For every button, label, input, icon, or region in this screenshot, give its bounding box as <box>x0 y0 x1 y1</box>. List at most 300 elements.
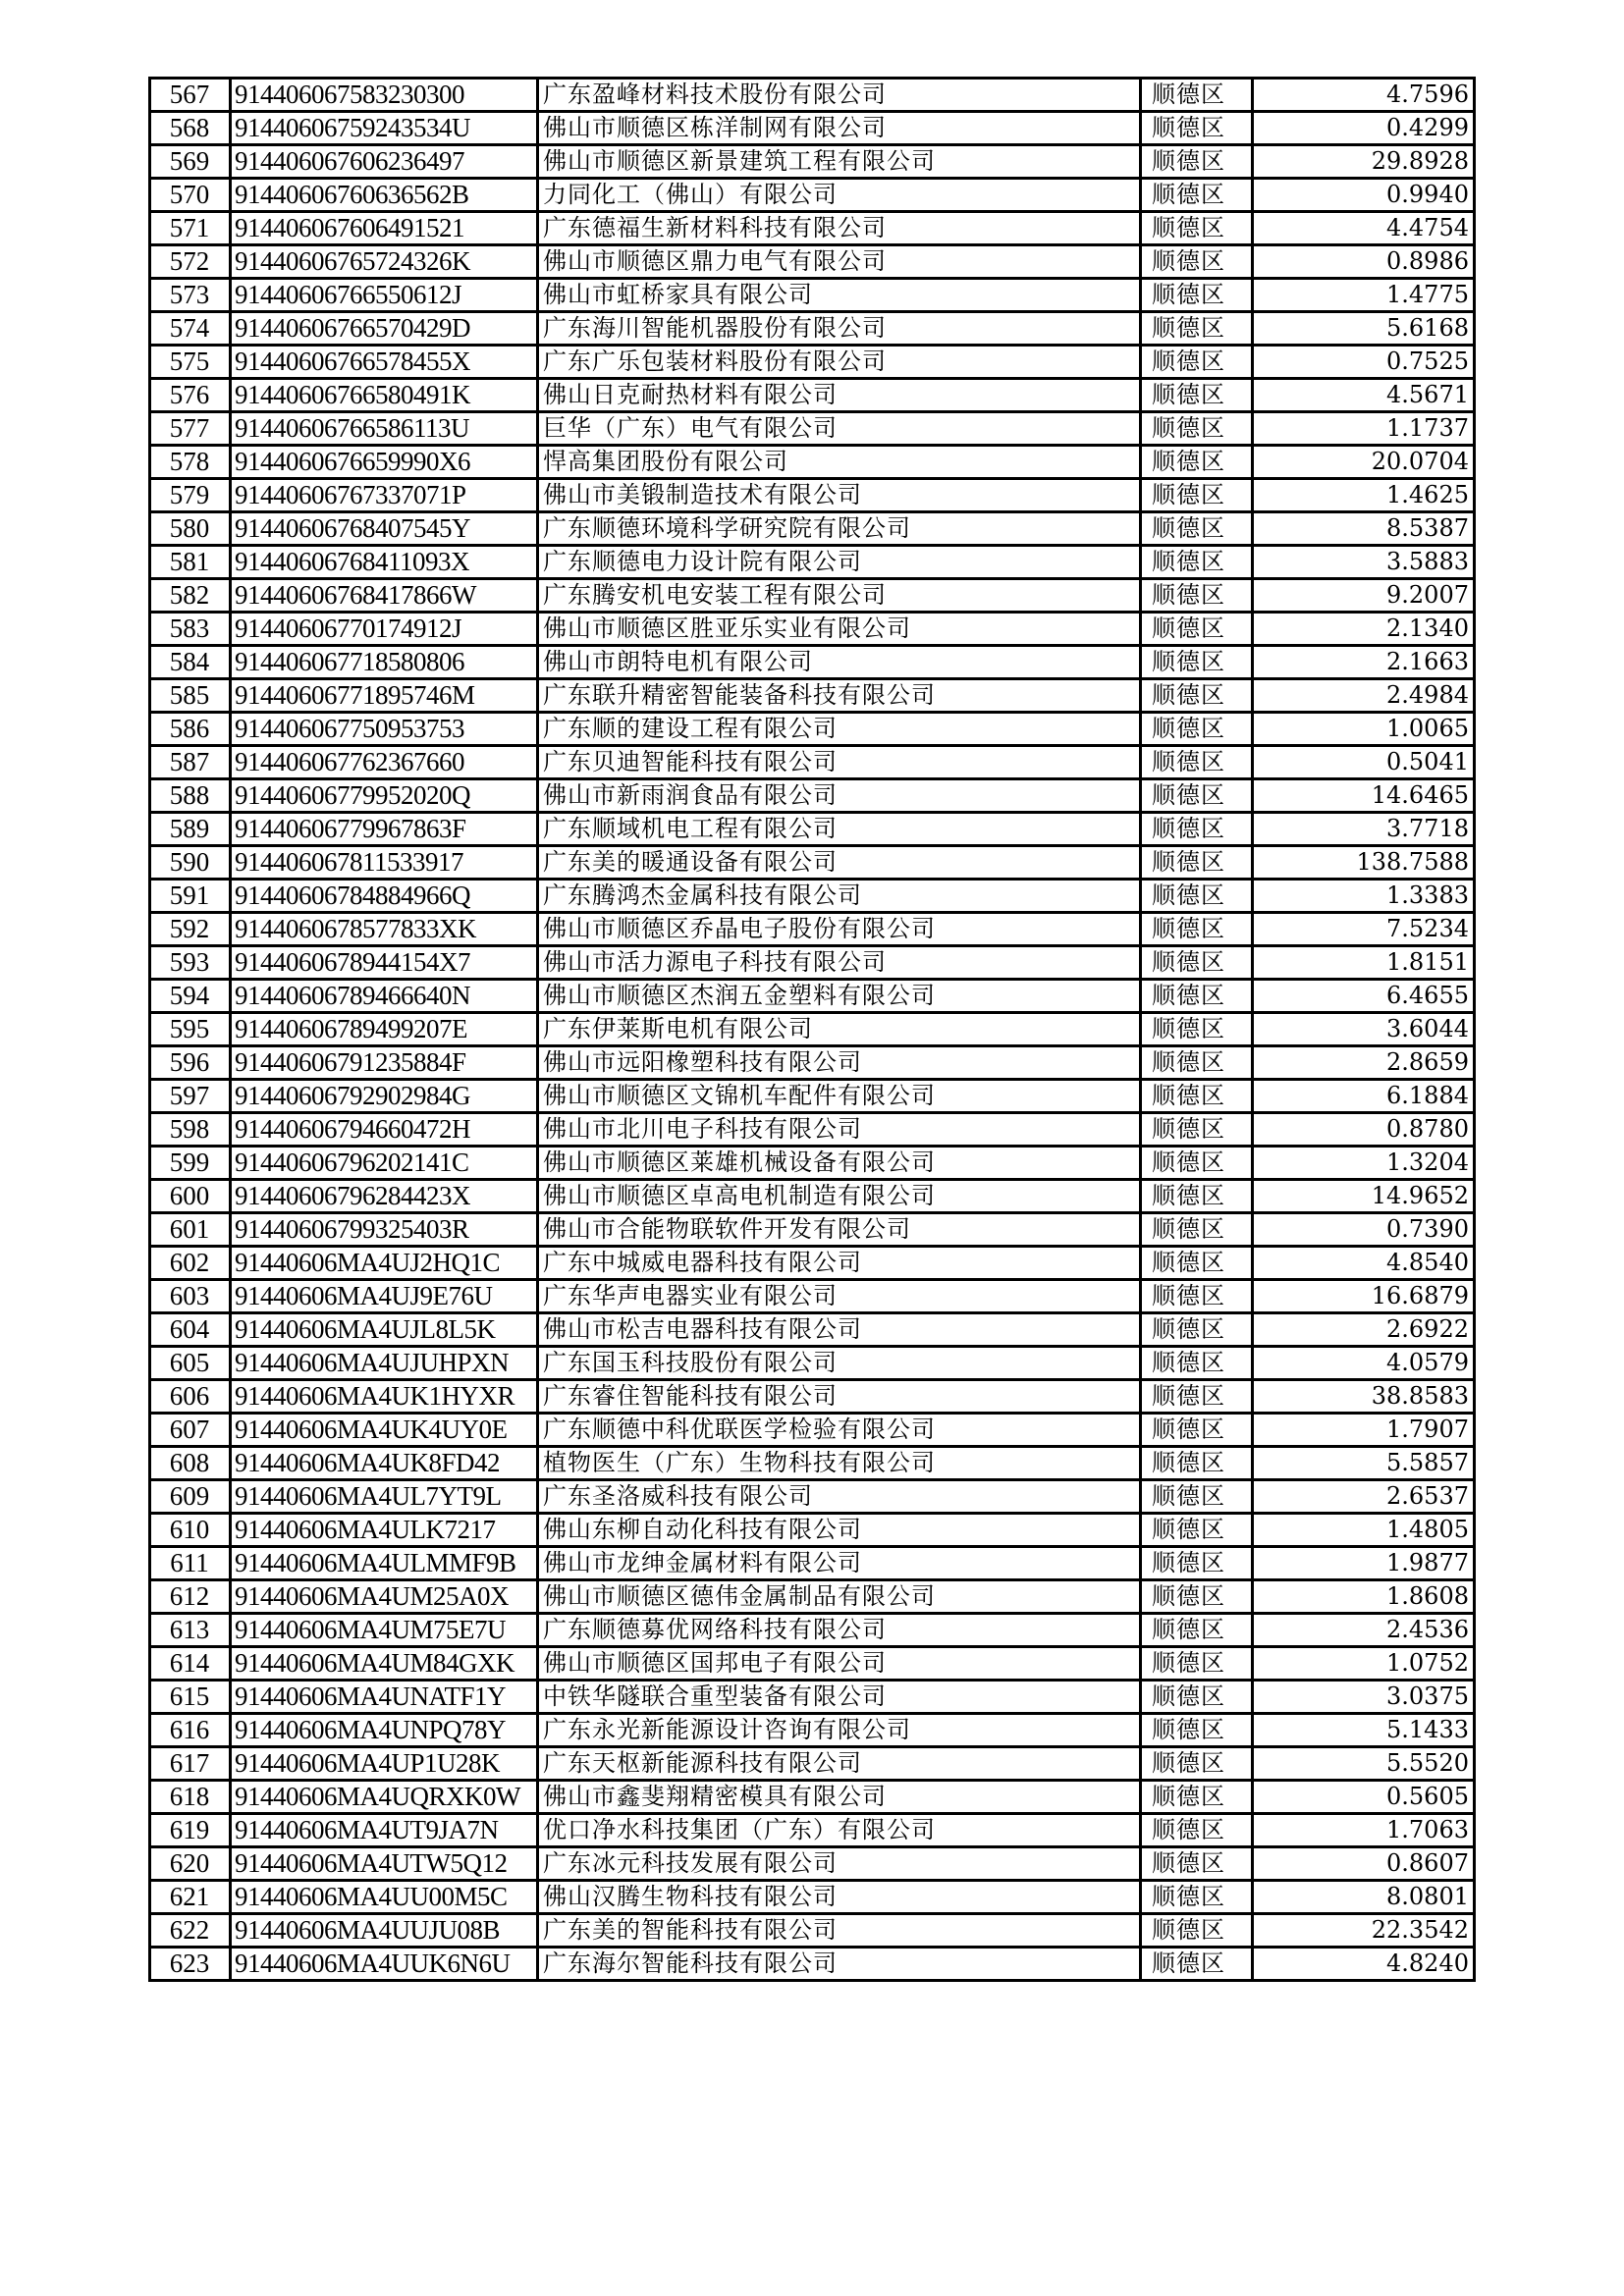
company-name-cell: 广东天枢新能源科技有限公司 <box>538 1747 1141 1781</box>
district-cell: 顺德区 <box>1141 846 1253 880</box>
credit-code-cell: 91440606MA4UK1HYXR <box>231 1380 538 1414</box>
amount-value-cell: 1.8151 <box>1253 946 1475 980</box>
row-number-cell: 618 <box>150 1781 231 1814</box>
credit-code-cell: 91440606796202141C <box>231 1147 538 1180</box>
amount-value-cell: 3.6044 <box>1253 1013 1475 1046</box>
row-number-cell: 614 <box>150 1647 231 1681</box>
table-row <box>150 713 1475 746</box>
credit-code-cell: 91440606MA4UK4UY0E <box>231 1414 538 1447</box>
district-cell: 顺德区 <box>1141 1180 1253 1213</box>
amount-value-cell: 0.5605 <box>1253 1781 1475 1814</box>
company-name-cell: 佛山市顺德区文锦机车配件有限公司 <box>538 1080 1141 1113</box>
credit-code-cell: 91440606779967863F <box>231 813 538 846</box>
amount-value-cell: 4.0579 <box>1253 1347 1475 1380</box>
company-name-cell: 广东圣洛威科技有限公司 <box>538 1480 1141 1514</box>
district-cell: 顺德区 <box>1141 579 1253 613</box>
row-number-cell: 604 <box>150 1313 231 1347</box>
district-cell: 顺德区 <box>1141 713 1253 746</box>
row-number-cell: 587 <box>150 746 231 779</box>
table-row <box>150 1347 1475 1380</box>
company-name-cell: 佛山市顺德区国邦电子有限公司 <box>538 1647 1141 1681</box>
company-name-cell: 广东顺德电力设计院有限公司 <box>538 546 1141 579</box>
table-row <box>150 1113 1475 1147</box>
amount-value-cell: 0.8780 <box>1253 1113 1475 1147</box>
row-number-cell: 619 <box>150 1814 231 1847</box>
table-row <box>150 1847 1475 1881</box>
row-number-cell: 586 <box>150 713 231 746</box>
amount-value-cell: 4.8540 <box>1253 1247 1475 1280</box>
amount-value-cell: 8.0801 <box>1253 1881 1475 1914</box>
table-row <box>150 1714 1475 1747</box>
table-row <box>150 1180 1475 1213</box>
credit-code-cell: 914406067606491521 <box>231 212 538 245</box>
company-name-cell: 佛山市顺德区杰润五金塑料有限公司 <box>538 980 1141 1013</box>
table-row <box>150 1380 1475 1414</box>
credit-code-cell: 91440606766580491K <box>231 379 538 412</box>
row-number-cell: 582 <box>150 579 231 613</box>
district-cell: 顺德区 <box>1141 1447 1253 1480</box>
company-name-cell: 佛山市顺德区德伟金属制品有限公司 <box>538 1580 1141 1614</box>
credit-code-cell: 91440606766578455X <box>231 346 538 379</box>
credit-code-cell: 91440606768407545Y <box>231 512 538 546</box>
row-number-cell: 621 <box>150 1881 231 1914</box>
row-number-cell: 580 <box>150 512 231 546</box>
amount-value-cell: 1.0752 <box>1253 1647 1475 1681</box>
table-row <box>150 1447 1475 1480</box>
amount-value-cell: 3.0375 <box>1253 1681 1475 1714</box>
district-cell: 顺德区 <box>1141 346 1253 379</box>
district-cell: 顺德区 <box>1141 1681 1253 1714</box>
amount-value-cell: 14.6465 <box>1253 779 1475 813</box>
district-cell: 顺德区 <box>1141 1614 1253 1647</box>
company-name-cell: 植物医生（广东）生物科技有限公司 <box>538 1447 1141 1480</box>
amount-value-cell: 9.2007 <box>1253 579 1475 613</box>
amount-value-cell: 0.8607 <box>1253 1847 1475 1881</box>
credit-code-cell: 9144060678944154X7 <box>231 946 538 980</box>
table-row <box>150 145 1475 179</box>
credit-code-cell: 91440606784884966Q <box>231 880 538 913</box>
row-number-cell: 581 <box>150 546 231 579</box>
district-cell: 顺德区 <box>1141 112 1253 145</box>
company-name-cell: 佛山市顺德区栋洋制网有限公司 <box>538 112 1141 145</box>
amount-value-cell: 4.4754 <box>1253 212 1475 245</box>
amount-value-cell: 0.8986 <box>1253 245 1475 279</box>
company-name-cell: 佛山市松吉电器科技有限公司 <box>538 1313 1141 1347</box>
table-row <box>150 1781 1475 1814</box>
company-name-cell: 广东腾鸿杰金属科技有限公司 <box>538 880 1141 913</box>
amount-value-cell: 1.7907 <box>1253 1414 1475 1447</box>
company-name-cell: 中铁华隧联合重型装备有限公司 <box>538 1681 1141 1714</box>
credit-code-cell: 91440606MA4UNPQ78Y <box>231 1714 538 1747</box>
credit-code-cell: 91440606789466640N <box>231 980 538 1013</box>
amount-value-cell: 1.3383 <box>1253 880 1475 913</box>
amount-value-cell: 1.3204 <box>1253 1147 1475 1180</box>
company-name-cell: 优口净水科技集团（广东）有限公司 <box>538 1814 1141 1847</box>
credit-code-cell: 91440606794660472H <box>231 1113 538 1147</box>
row-number-cell: 574 <box>150 312 231 346</box>
row-number-cell: 572 <box>150 245 231 279</box>
credit-code-cell: 91440606MA4ULMMF9B <box>231 1547 538 1580</box>
credit-code-cell: 91440606MA4ULK7217 <box>231 1514 538 1547</box>
amount-value-cell: 1.1737 <box>1253 412 1475 446</box>
row-number-cell: 588 <box>150 779 231 813</box>
table-row <box>150 980 1475 1013</box>
credit-code-cell: 91440606768411093X <box>231 546 538 579</box>
row-number-cell: 601 <box>150 1213 231 1247</box>
credit-code-cell: 91440606MA4UM84GXK <box>231 1647 538 1681</box>
table-row <box>150 880 1475 913</box>
amount-value-cell: 5.1433 <box>1253 1714 1475 1747</box>
amount-value-cell: 2.6537 <box>1253 1480 1475 1514</box>
amount-value-cell: 22.3542 <box>1253 1914 1475 1948</box>
row-number-cell: 571 <box>150 212 231 245</box>
district-cell: 顺德区 <box>1141 1714 1253 1747</box>
credit-code-cell: 91440606791235884F <box>231 1046 538 1080</box>
credit-code-cell: 914406067718580806 <box>231 646 538 679</box>
table-row <box>150 1580 1475 1614</box>
row-number-cell: 577 <box>150 412 231 446</box>
district-cell: 顺德区 <box>1141 1380 1253 1414</box>
company-name-cell: 佛山市合能物联软件开发有限公司 <box>538 1213 1141 1247</box>
credit-code-cell: 91440606MA4UP1U28K <box>231 1747 538 1781</box>
credit-code-cell: 91440606MA4UQRXK0W <box>231 1781 538 1814</box>
row-number-cell: 613 <box>150 1614 231 1647</box>
district-cell: 顺德区 <box>1141 1580 1253 1614</box>
table-row <box>150 646 1475 679</box>
district-cell: 顺德区 <box>1141 946 1253 980</box>
district-cell: 顺德区 <box>1141 279 1253 312</box>
amount-value-cell: 14.9652 <box>1253 1180 1475 1213</box>
district-cell: 顺德区 <box>1141 379 1253 412</box>
credit-code-cell: 91440606766586113U <box>231 412 538 446</box>
table-row <box>150 613 1475 646</box>
amount-value-cell: 2.6922 <box>1253 1313 1475 1347</box>
table-row <box>150 1814 1475 1847</box>
company-name-cell: 广东华声电器实业有限公司 <box>538 1280 1141 1313</box>
district-cell: 顺德区 <box>1141 1480 1253 1514</box>
amount-value-cell: 5.5857 <box>1253 1447 1475 1480</box>
table-row <box>150 1614 1475 1647</box>
district-cell: 顺德区 <box>1141 179 1253 212</box>
company-name-cell: 广东美的暖通设备有限公司 <box>538 846 1141 880</box>
district-cell: 顺德区 <box>1141 1313 1253 1347</box>
table-row <box>150 1280 1475 1313</box>
row-number-cell: 600 <box>150 1180 231 1213</box>
row-number-cell: 583 <box>150 613 231 646</box>
table-row <box>150 779 1475 813</box>
credit-code-cell: 9144060678577833XK <box>231 913 538 946</box>
district-cell: 顺德区 <box>1141 1881 1253 1914</box>
row-number-cell: 609 <box>150 1480 231 1514</box>
company-name-cell: 佛山市远阳橡塑科技有限公司 <box>538 1046 1141 1080</box>
company-name-cell: 广东盈峰材料技术股份有限公司 <box>538 79 1141 112</box>
company-name-cell: 广东德福生新材料科技有限公司 <box>538 212 1141 245</box>
company-name-cell: 广东广乐包装材料股份有限公司 <box>538 346 1141 379</box>
company-name-cell: 佛山东柳自动化科技有限公司 <box>538 1514 1141 1547</box>
table-row <box>150 179 1475 212</box>
credit-code-cell: 91440606MA4UJ9E76U <box>231 1280 538 1313</box>
district-cell: 顺德区 <box>1141 1847 1253 1881</box>
table-row <box>150 1948 1475 1981</box>
district-cell: 顺德区 <box>1141 1147 1253 1180</box>
row-number-cell: 589 <box>150 813 231 846</box>
company-name-cell: 广东顺德中科优联医学检验有限公司 <box>538 1414 1141 1447</box>
row-number-cell: 610 <box>150 1514 231 1547</box>
company-name-cell: 广东冰元科技发展有限公司 <box>538 1847 1141 1881</box>
row-number-cell: 617 <box>150 1747 231 1781</box>
data-table <box>148 77 1476 1982</box>
company-name-cell: 广东睿住智能科技有限公司 <box>538 1380 1141 1414</box>
district-cell: 顺德区 <box>1141 679 1253 713</box>
row-number-cell: 616 <box>150 1714 231 1747</box>
district-cell: 顺德区 <box>1141 913 1253 946</box>
company-name-cell: 佛山市虹桥家具有限公司 <box>538 279 1141 312</box>
table-row <box>150 1013 1475 1046</box>
company-name-cell: 广东顺德募优网络科技有限公司 <box>538 1614 1141 1647</box>
district-cell: 顺德区 <box>1141 312 1253 346</box>
credit-code-cell: 914406067811533917 <box>231 846 538 880</box>
table-row <box>150 1547 1475 1580</box>
table-row <box>150 212 1475 245</box>
credit-code-cell: 91440606MA4UT9JA7N <box>231 1814 538 1847</box>
company-name-cell: 广东腾安机电安装工程有限公司 <box>538 579 1141 613</box>
amount-value-cell: 1.8608 <box>1253 1580 1475 1614</box>
company-name-cell: 佛山市龙绅金属材料有限公司 <box>538 1547 1141 1580</box>
row-number-cell: 611 <box>150 1547 231 1580</box>
amount-value-cell: 4.8240 <box>1253 1948 1475 1981</box>
district-cell: 顺德区 <box>1141 1213 1253 1247</box>
row-number-cell: 579 <box>150 479 231 512</box>
table-row <box>150 746 1475 779</box>
district-cell: 顺德区 <box>1141 79 1253 112</box>
company-name-cell: 力同化工（佛山）有限公司 <box>538 179 1141 212</box>
credit-code-cell: 91440606MA4UUJU08B <box>231 1914 538 1948</box>
district-cell: 顺德区 <box>1141 546 1253 579</box>
row-number-cell: 569 <box>150 145 231 179</box>
district-cell: 顺德区 <box>1141 1347 1253 1380</box>
table-row <box>150 279 1475 312</box>
row-number-cell: 608 <box>150 1447 231 1480</box>
credit-code-cell: 91440606766570429D <box>231 312 538 346</box>
district-cell: 顺德区 <box>1141 1013 1253 1046</box>
row-number-cell: 584 <box>150 646 231 679</box>
row-number-cell: 603 <box>150 1280 231 1313</box>
credit-code-cell: 91440606796284423X <box>231 1180 538 1213</box>
row-number-cell: 570 <box>150 179 231 212</box>
table-row <box>150 1147 1475 1180</box>
row-number-cell: 576 <box>150 379 231 412</box>
table-row <box>150 1247 1475 1280</box>
company-name-cell: 广东永光新能源设计咨询有限公司 <box>538 1714 1141 1747</box>
credit-code-cell: 91440606759243534U <box>231 112 538 145</box>
amount-value-cell: 5.6168 <box>1253 312 1475 346</box>
company-name-cell: 广东伊莱斯电机有限公司 <box>538 1013 1141 1046</box>
amount-value-cell: 138.7588 <box>1253 846 1475 880</box>
company-name-cell: 广东中城威电器科技有限公司 <box>538 1247 1141 1280</box>
credit-code-cell: 91440606MA4UM25A0X <box>231 1580 538 1614</box>
company-name-cell: 悍高集团股份有限公司 <box>538 446 1141 479</box>
credit-code-cell: 91440606MA4UM75E7U <box>231 1614 538 1647</box>
row-number-cell: 567 <box>150 79 231 112</box>
credit-code-cell: 9144060676659990X6 <box>231 446 538 479</box>
district-cell: 顺德区 <box>1141 646 1253 679</box>
credit-code-cell: 91440606765724326K <box>231 245 538 279</box>
district-cell: 顺德区 <box>1141 1781 1253 1814</box>
district-cell: 顺德区 <box>1141 1948 1253 1981</box>
district-cell: 顺德区 <box>1141 613 1253 646</box>
district-cell: 顺德区 <box>1141 1747 1253 1781</box>
company-name-cell: 佛山市顺德区卓高电机制造有限公司 <box>538 1180 1141 1213</box>
credit-code-cell: 91440606760636562B <box>231 179 538 212</box>
table-row <box>150 379 1475 412</box>
row-number-cell: 594 <box>150 980 231 1013</box>
company-name-cell: 广东海尔智能科技有限公司 <box>538 1948 1141 1981</box>
company-name-cell: 广东贝迪智能科技有限公司 <box>538 746 1141 779</box>
table-row <box>150 112 1475 145</box>
table-row <box>150 79 1475 112</box>
amount-value-cell: 20.0704 <box>1253 446 1475 479</box>
amount-value-cell: 8.5387 <box>1253 512 1475 546</box>
credit-code-cell: 91440606MA4UL7YT9L <box>231 1480 538 1514</box>
table-row <box>150 1046 1475 1080</box>
district-cell: 顺德区 <box>1141 212 1253 245</box>
credit-code-cell: 91440606779952020Q <box>231 779 538 813</box>
district-cell: 顺德区 <box>1141 1647 1253 1681</box>
table-row <box>150 1681 1475 1714</box>
district-cell: 顺德区 <box>1141 412 1253 446</box>
credit-code-cell: 914406067750953753 <box>231 713 538 746</box>
credit-code-cell: 91440606MA4UTW5Q12 <box>231 1847 538 1881</box>
amount-value-cell: 1.0065 <box>1253 713 1475 746</box>
company-name-cell: 广东美的智能科技有限公司 <box>538 1914 1141 1948</box>
row-number-cell: 578 <box>150 446 231 479</box>
amount-value-cell: 1.4805 <box>1253 1514 1475 1547</box>
credit-code-cell: 91440606799325403R <box>231 1213 538 1247</box>
credit-code-cell: 91440606MA4UK8FD42 <box>231 1447 538 1480</box>
amount-value-cell: 0.4299 <box>1253 112 1475 145</box>
amount-value-cell: 1.7063 <box>1253 1814 1475 1847</box>
credit-code-cell: 914406067762367660 <box>231 746 538 779</box>
table-row <box>150 1514 1475 1547</box>
table-row <box>150 1213 1475 1247</box>
district-cell: 顺德区 <box>1141 1080 1253 1113</box>
table-row <box>150 412 1475 446</box>
row-number-cell: 606 <box>150 1380 231 1414</box>
company-name-cell: 佛山市北川电子科技有限公司 <box>538 1113 1141 1147</box>
company-name-cell: 佛山市顺德区鼎力电气有限公司 <box>538 245 1141 279</box>
district-cell: 顺德区 <box>1141 1914 1253 1948</box>
row-number-cell: 596 <box>150 1046 231 1080</box>
company-name-cell: 佛山市鑫斐翔精密模具有限公司 <box>538 1781 1141 1814</box>
district-cell: 顺德区 <box>1141 245 1253 279</box>
district-cell: 顺德区 <box>1141 880 1253 913</box>
company-name-cell: 巨华（广东）电气有限公司 <box>538 412 1141 446</box>
amount-value-cell: 16.6879 <box>1253 1280 1475 1313</box>
district-cell: 顺德区 <box>1141 813 1253 846</box>
credit-code-cell: 91440606MA4UU00M5C <box>231 1881 538 1914</box>
credit-code-cell: 91440606771895746M <box>231 679 538 713</box>
amount-value-cell: 3.5883 <box>1253 546 1475 579</box>
amount-value-cell: 0.5041 <box>1253 746 1475 779</box>
row-number-cell: 592 <box>150 913 231 946</box>
table-body <box>150 79 1475 1981</box>
row-number-cell: 607 <box>150 1414 231 1447</box>
row-number-cell: 620 <box>150 1847 231 1881</box>
district-cell: 顺德区 <box>1141 145 1253 179</box>
district-cell: 顺德区 <box>1141 479 1253 512</box>
district-cell: 顺德区 <box>1141 1046 1253 1080</box>
table-row <box>150 1480 1475 1514</box>
amount-value-cell: 4.7596 <box>1253 79 1475 112</box>
table-row <box>150 913 1475 946</box>
company-name-cell: 佛山市顺德区乔晶电子股份有限公司 <box>538 913 1141 946</box>
amount-value-cell: 0.9940 <box>1253 179 1475 212</box>
row-number-cell: 598 <box>150 1113 231 1147</box>
company-name-cell: 广东顺的建设工程有限公司 <box>538 713 1141 746</box>
company-name-cell: 佛山市朗特电机有限公司 <box>538 646 1141 679</box>
amount-value-cell: 1.4625 <box>1253 479 1475 512</box>
district-cell: 顺德区 <box>1141 1514 1253 1547</box>
table-row <box>150 946 1475 980</box>
table-row <box>150 813 1475 846</box>
company-name-cell: 佛山市顺德区莱雄机械设备有限公司 <box>538 1147 1141 1180</box>
amount-value-cell: 2.4536 <box>1253 1614 1475 1647</box>
table-row <box>150 446 1475 479</box>
district-cell: 顺德区 <box>1141 1247 1253 1280</box>
district-cell: 顺德区 <box>1141 746 1253 779</box>
row-number-cell: 590 <box>150 846 231 880</box>
district-cell: 顺德区 <box>1141 779 1253 813</box>
table-row <box>150 1080 1475 1113</box>
company-name-cell: 广东顺域机电工程有限公司 <box>538 813 1141 846</box>
row-number-cell: 595 <box>150 1013 231 1046</box>
table-row <box>150 546 1475 579</box>
company-name-cell: 佛山市活力源电子科技有限公司 <box>538 946 1141 980</box>
district-cell: 顺德区 <box>1141 1814 1253 1847</box>
table-row <box>150 579 1475 613</box>
table-row <box>150 346 1475 379</box>
table-row <box>150 1914 1475 1948</box>
amount-value-cell: 2.1340 <box>1253 613 1475 646</box>
company-name-cell: 佛山市美锻制造技术有限公司 <box>538 479 1141 512</box>
company-name-cell: 佛山汉腾生物科技有限公司 <box>538 1881 1141 1914</box>
credit-code-cell: 914406067606236497 <box>231 145 538 179</box>
credit-code-cell: 91440606792902984G <box>231 1080 538 1113</box>
amount-value-cell: 5.5520 <box>1253 1747 1475 1781</box>
company-name-cell: 佛山日克耐热材料有限公司 <box>538 379 1141 412</box>
table-row <box>150 1313 1475 1347</box>
amount-value-cell: 1.4775 <box>1253 279 1475 312</box>
amount-value-cell: 1.9877 <box>1253 1547 1475 1580</box>
company-name-cell: 广东国玉科技股份有限公司 <box>538 1347 1141 1380</box>
amount-value-cell: 6.4655 <box>1253 980 1475 1013</box>
company-name-cell: 佛山市顺德区胜亚乐实业有限公司 <box>538 613 1141 646</box>
credit-code-cell: 91440606MA4UJL8L5K <box>231 1313 538 1347</box>
district-cell: 顺德区 <box>1141 1547 1253 1580</box>
credit-code-cell: 91440606MA4UUK6N6U <box>231 1948 538 1981</box>
amount-value-cell: 2.1663 <box>1253 646 1475 679</box>
amount-value-cell: 7.5234 <box>1253 913 1475 946</box>
row-number-cell: 585 <box>150 679 231 713</box>
amount-value-cell: 6.1884 <box>1253 1080 1475 1113</box>
district-cell: 顺德区 <box>1141 1113 1253 1147</box>
credit-code-cell: 91440606767337071P <box>231 479 538 512</box>
amount-value-cell: 3.7718 <box>1253 813 1475 846</box>
credit-code-cell: 91440606MA4UNATF1Y <box>231 1681 538 1714</box>
credit-code-cell: 91440606789499207E <box>231 1013 538 1046</box>
table-row <box>150 245 1475 279</box>
credit-code-cell: 91440606766550612J <box>231 279 538 312</box>
